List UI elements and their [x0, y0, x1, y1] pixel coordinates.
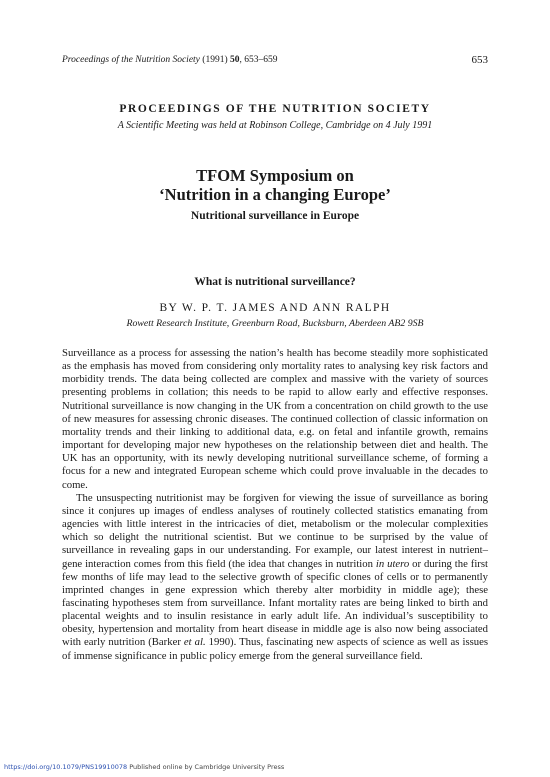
footer — [4, 763, 284, 771]
symposium-title-line2: ‘Nutrition in a changing Europe’ — [159, 185, 391, 204]
symposium-title-line1: TFOM Symposium on — [196, 166, 354, 185]
in-utero-italic: in utero — [375, 557, 410, 570]
volume-number: 50 — [229, 55, 240, 65]
paper-title: What is nutritional surveillance? — [194, 276, 356, 288]
symposium-title — [62, 166, 488, 204]
et-al-italic: et al. — [183, 636, 206, 649]
page-number: 653 — [471, 54, 488, 66]
symposium-subtitle: Nutritional surveillance in Europe — [190, 210, 360, 222]
paragraph-2-part-b: or during the first few months of life may lead to the selective growth of specific clones of cells or to permanently imprinted changes in gene expression which thereby alter morbidity in middle age); these fascinating hypotheses stem from surveillance. Infant mortality rates are being linked to birth and placental weights and to insulin resistance in early adult life. An individual’s susceptibility to obesity, hypertension and mortality from heart disease in middle age is also now being associated with early nutrition (Barker — [62, 557, 488, 649]
paragraph-2-part-a: The unsuspecting nutritionist may be forgiven for viewing the issue of surveillance as boring since it conjures up images of endless analyses of routinely collected statistics emanating from agencies with little interest in the intricacies of diet, metabolism or the molecular complexities which so delight the nutritional scientist. But we continue to be surprised by the value of surveillance in revealing gaps in our understanding. For example, our latest interest in nutrient–gene interaction comes from this field (the idea that changes in nutrition — [62, 491, 488, 570]
page-range: , 653–659 — [239, 55, 278, 65]
paragraph-1: Surveillance as a process for assessing the nation’s health has become steadily more sophisticated as the emphasis has moved from considering only mortality rates to analysing key risk factors and morbidity trends. The data being collected are complex and massive with the variety of sources presenting problems in collation; this needs to be rapid to allow early and effective responses. Nutritional surveillance is now changing in the UK from a concentration on child growth to the use of new measures for assessing chronic diseases. The continued collection of classic information on mortality trends and their linking to additional data, e.g. on fetal and infantile growth, remains important for developing major new hypotheses on the relationship between diet and health. The UK has an opportunity, with its newly developing nutritional surveillance scheme, of forming a focus for a new and integrated European scheme which could prove invaluable in the decades to come. — [62, 347, 488, 491]
doi-link[interactable]: https://doi.org/10.1079/PNS19910078 — [4, 763, 128, 771]
affiliation: Rowett Research Institute, Greenburn Road, Bucksburn, Aberdeen AB2 9SB — [126, 318, 424, 329]
authors: BY W. P. T. JAMES AND ANN RALPH — [159, 302, 391, 314]
body-text — [62, 347, 488, 663]
running-head — [62, 55, 488, 69]
meeting-note: A Scientific Meeting was held at Robinson College, Cambridge on 4 July 1991 — [117, 120, 433, 131]
paragraph-2 — [62, 492, 488, 663]
journal-name: Proceedings of the Nutrition Society — [62, 55, 200, 65]
citation-year: (1991) — [199, 55, 230, 65]
paragraph-2-part-c: 1990). Thus, fascinating new aspects of science as well as issues of immense significance in public policy emerge from the general surveillance field. — [62, 636, 489, 662]
proceedings-title: PROCEEDINGS OF THE NUTRITION SOCIETY — [119, 103, 431, 115]
footer-text: Published online by Cambridge University Press — [127, 763, 285, 771]
